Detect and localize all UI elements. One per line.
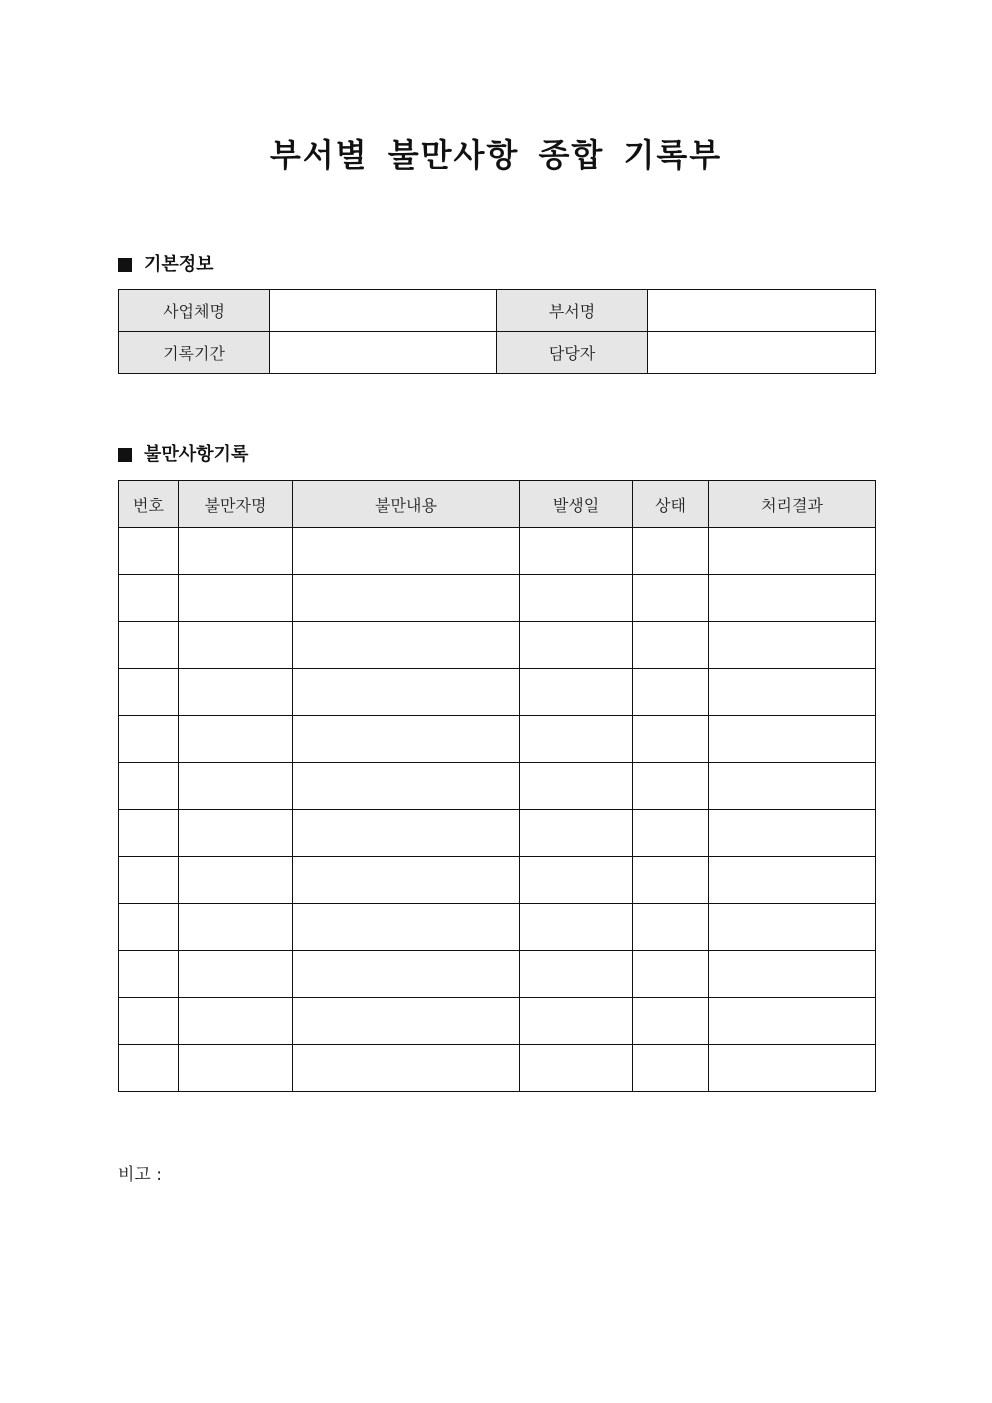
cell-complainant[interactable] <box>179 998 293 1045</box>
person-in-charge-label: 담당자 <box>497 332 648 374</box>
cell-complainant[interactable] <box>179 575 293 622</box>
cell-number[interactable] <box>119 528 179 575</box>
cell-number[interactable] <box>119 622 179 669</box>
cell-result[interactable] <box>709 716 876 763</box>
cell-date[interactable] <box>520 998 633 1045</box>
cell-result[interactable] <box>709 669 876 716</box>
cell-content[interactable] <box>293 622 520 669</box>
cell-status[interactable] <box>633 763 709 810</box>
basic-info-row <box>119 332 876 374</box>
cell-complainant[interactable] <box>179 716 293 763</box>
complaint-records-table <box>118 480 876 1092</box>
cell-status[interactable] <box>633 1045 709 1092</box>
column-header-complainant: 불만자명 <box>179 481 293 528</box>
cell-status[interactable] <box>633 528 709 575</box>
cell-status[interactable] <box>633 998 709 1045</box>
cell-status[interactable] <box>633 575 709 622</box>
cell-result[interactable] <box>709 575 876 622</box>
cell-date[interactable] <box>520 716 633 763</box>
cell-date[interactable] <box>520 575 633 622</box>
cell-complainant[interactable] <box>179 763 293 810</box>
complaint-records-heading <box>118 443 248 467</box>
cell-content[interactable] <box>293 575 520 622</box>
business-name-field[interactable] <box>270 290 497 332</box>
cell-date[interactable] <box>520 1045 633 1092</box>
cell-complainant[interactable] <box>179 622 293 669</box>
cell-result[interactable] <box>709 528 876 575</box>
cell-content[interactable] <box>293 951 520 998</box>
cell-content[interactable] <box>293 716 520 763</box>
column-header-content: 불만내용 <box>293 481 520 528</box>
column-header-result: 처리결과 <box>709 481 876 528</box>
cell-date[interactable] <box>520 810 633 857</box>
cell-content[interactable] <box>293 998 520 1045</box>
cell-status[interactable] <box>633 622 709 669</box>
cell-content[interactable] <box>293 904 520 951</box>
table-row <box>119 810 876 857</box>
complaint-table-body <box>119 528 876 1092</box>
department-name-label: 부서명 <box>497 290 648 332</box>
table-row <box>119 904 876 951</box>
table-row <box>119 998 876 1045</box>
cell-result[interactable] <box>709 998 876 1045</box>
cell-complainant[interactable] <box>179 951 293 998</box>
cell-date[interactable] <box>520 669 633 716</box>
cell-content[interactable] <box>293 1045 520 1092</box>
cell-status[interactable] <box>633 669 709 716</box>
page-title: 부서별 불만사항 종합 기록부 <box>269 136 723 174</box>
basic-info-table <box>118 289 876 374</box>
table-row <box>119 622 876 669</box>
cell-date[interactable] <box>520 622 633 669</box>
basic-info-heading <box>118 253 214 277</box>
cell-complainant[interactable] <box>179 904 293 951</box>
cell-result[interactable] <box>709 1045 876 1092</box>
cell-status[interactable] <box>633 951 709 998</box>
table-header-row <box>119 481 876 528</box>
cell-date[interactable] <box>520 528 633 575</box>
square-bullet-icon <box>118 448 132 462</box>
cell-result[interactable] <box>709 951 876 998</box>
basic-info-row <box>119 290 876 332</box>
table-row <box>119 528 876 575</box>
cell-content[interactable] <box>293 669 520 716</box>
cell-status[interactable] <box>633 810 709 857</box>
complaint-records-heading-label: 불만사항기록 <box>144 444 249 465</box>
department-name-field[interactable] <box>648 290 876 332</box>
cell-complainant[interactable] <box>179 1045 293 1092</box>
cell-content[interactable] <box>293 857 520 904</box>
person-in-charge-field[interactable] <box>648 332 876 374</box>
cell-date[interactable] <box>520 857 633 904</box>
table-row <box>119 669 876 716</box>
cell-number[interactable] <box>119 904 179 951</box>
cell-complainant[interactable] <box>179 810 293 857</box>
cell-number[interactable] <box>119 669 179 716</box>
cell-result[interactable] <box>709 810 876 857</box>
column-header-date: 발생일 <box>520 481 633 528</box>
cell-number[interactable] <box>119 716 179 763</box>
cell-number[interactable] <box>119 1045 179 1092</box>
cell-date[interactable] <box>520 763 633 810</box>
cell-content[interactable] <box>293 810 520 857</box>
cell-number[interactable] <box>119 857 179 904</box>
cell-content[interactable] <box>293 528 520 575</box>
table-row <box>119 763 876 810</box>
cell-content[interactable] <box>293 763 520 810</box>
cell-number[interactable] <box>119 810 179 857</box>
remarks-label: 비고 : <box>118 1165 162 1185</box>
cell-status[interactable] <box>633 716 709 763</box>
cell-number[interactable] <box>119 951 179 998</box>
business-name-label: 사업체명 <box>119 290 270 332</box>
cell-number[interactable] <box>119 998 179 1045</box>
cell-result[interactable] <box>709 763 876 810</box>
table-row <box>119 575 876 622</box>
cell-complainant[interactable] <box>179 857 293 904</box>
cell-date[interactable] <box>520 904 633 951</box>
remarks <box>118 1163 367 1187</box>
cell-result[interactable] <box>709 904 876 951</box>
square-bullet-icon <box>118 258 132 272</box>
cell-date[interactable] <box>520 951 633 998</box>
record-period-label: 기록기간 <box>119 332 270 374</box>
basic-info-heading-label: 기본정보 <box>144 254 214 275</box>
table-row <box>119 1045 876 1092</box>
cell-result[interactable] <box>709 857 876 904</box>
cell-complainant[interactable] <box>179 669 293 716</box>
record-period-field[interactable] <box>270 332 497 374</box>
column-header-number: 번호 <box>119 481 179 528</box>
cell-status[interactable] <box>633 857 709 904</box>
cell-status[interactable] <box>633 904 709 951</box>
cell-complainant[interactable] <box>179 528 293 575</box>
table-row <box>119 951 876 998</box>
column-header-status: 상태 <box>633 481 709 528</box>
cell-result[interactable] <box>709 622 876 669</box>
cell-number[interactable] <box>119 763 179 810</box>
table-row <box>119 857 876 904</box>
table-row <box>119 716 876 763</box>
cell-number[interactable] <box>119 575 179 622</box>
